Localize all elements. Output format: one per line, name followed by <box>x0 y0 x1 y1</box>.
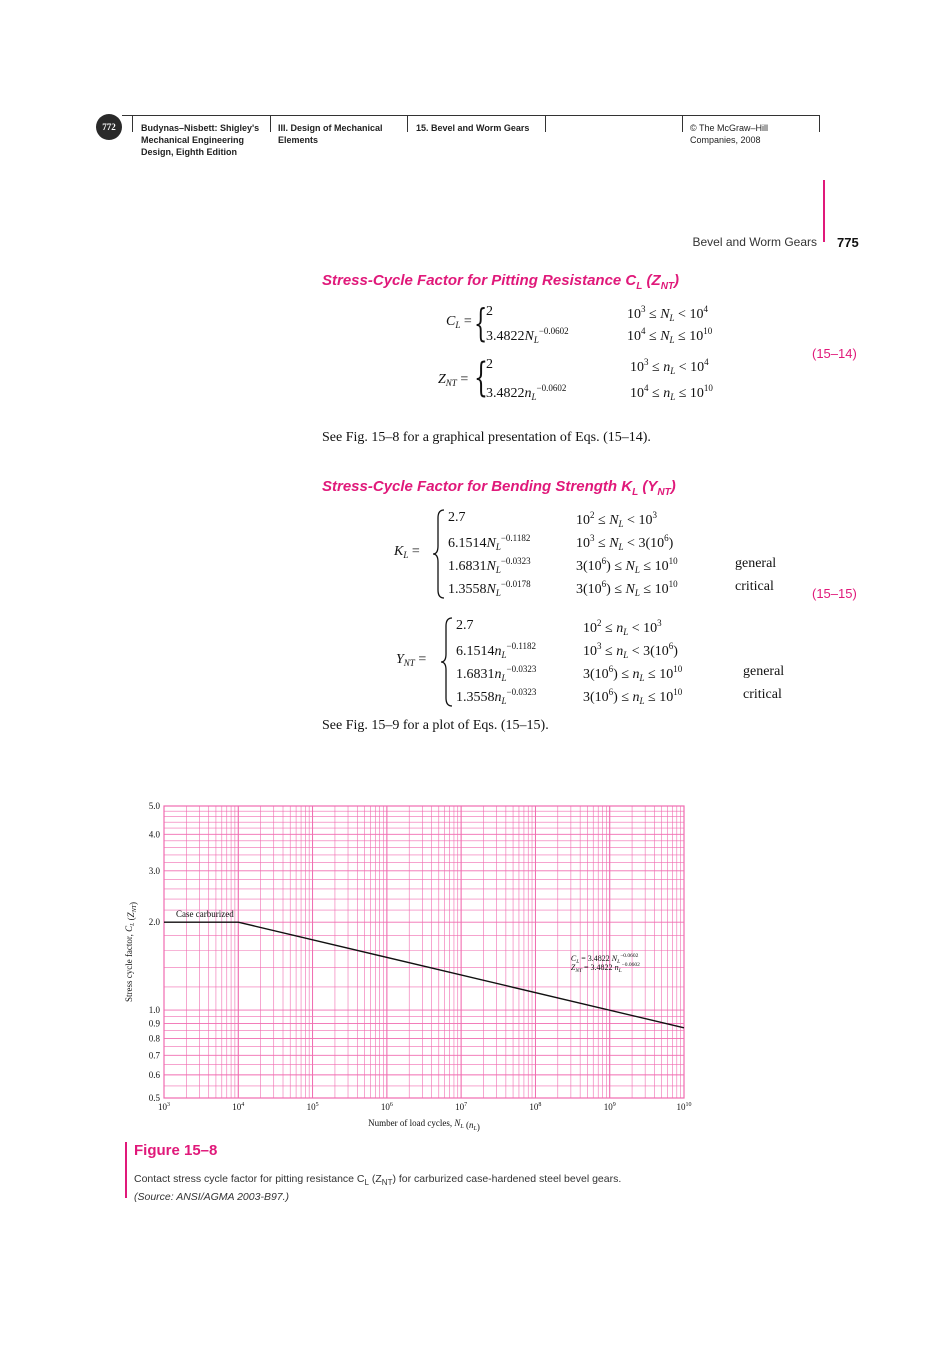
header-divider <box>682 115 683 132</box>
equation-tag: (15–14) <box>812 346 857 361</box>
header-copyright: © The McGraw–Hill Companies, 2008 <box>690 123 768 145</box>
header-divider <box>545 115 546 132</box>
plot-frame <box>164 806 684 1098</box>
x-tick-label: $10^{10}$ <box>676 1102 692 1112</box>
y-tick-label: 4.0 <box>148 829 160 840</box>
series-line <box>164 922 684 1028</box>
header-divider <box>819 115 820 132</box>
page-badge: 772 <box>96 114 122 140</box>
y-tick-label: 0.8 <box>148 1033 160 1044</box>
annotation-cl-equation: $C_L = 3.4822$ $N_L^{-0.0602}$ <box>570 953 639 966</box>
y-tick-label: 0.9 <box>148 1018 160 1029</box>
y-tick-label: 2.0 <box>148 917 160 928</box>
x-tick-label: $10^9$ <box>603 1102 616 1112</box>
figure-caption: Contact stress cycle factor for pitting resistance $C_L$ $(Z_{NT})$ for carburized case-hardened steel bevel gears. (Source: ANSI/AGMA 2003-B97.) <box>134 1173 622 1204</box>
header-chapter: 15. Bevel and Worm Gears <box>416 123 530 133</box>
running-head-title: Bevel and Worm Gears <box>692 235 817 249</box>
section-title-bending: Stress-Cycle Factor for Bending Strength $K_L$ $(Y_{NT})$ <box>322 478 676 498</box>
x-tick-label: $10^5$ <box>306 1102 319 1112</box>
header-divider <box>407 115 408 132</box>
paragraph: See Fig. 15–8 for a graphical presentation of Eqs. (15–14). <box>322 430 651 445</box>
annotation-znt-equation: $Z_{NT} = 3.4822$ $n_L^{-0.0602}$ <box>570 962 640 975</box>
annotation-case-carburized: Case carburized <box>176 909 234 920</box>
running-head-bar <box>823 180 825 242</box>
page-number: 775 <box>837 235 859 250</box>
header-divider <box>270 115 271 132</box>
header-book-title: Budynas–Nisbett: Shigley's Mechanical Engineering Design, Eighth Edition <box>141 123 260 157</box>
section-title-pitting: Stress-Cycle Factor for Pitting Resistance $C_L$ $(Z_{NT})$ <box>322 272 680 292</box>
header-divider <box>132 115 133 132</box>
left-brace <box>440 616 454 708</box>
x-axis-label: Number of load cycles, $N_L$ $(n_L)$ <box>368 1118 480 1132</box>
y-tick-label: 0.7 <box>148 1050 160 1061</box>
left-brace <box>432 508 446 600</box>
stress-cycle-chart <box>110 790 720 1140</box>
x-tick-label: $10^4$ <box>232 1102 245 1112</box>
equation-tag: (15–15) <box>812 586 857 601</box>
y-tick-label: 0.5 <box>148 1093 160 1103</box>
x-tick-label: $10^6$ <box>380 1102 393 1112</box>
x-tick-label: $10^3$ <box>158 1102 170 1112</box>
y-tick-label: 0.6 <box>148 1069 160 1080</box>
y-tick-label: 1.0 <box>148 1005 160 1016</box>
paragraph: See Fig. 15–9 for a plot of Eqs. (15–15). <box>322 718 549 733</box>
y-tick-label: 5.0 <box>148 801 160 811</box>
figure-title: Figure 15–8 <box>134 1142 218 1159</box>
figure-bar <box>125 1142 127 1198</box>
x-tick-label: $10^8$ <box>529 1102 542 1112</box>
x-tick-label: $10^7$ <box>455 1102 468 1112</box>
header-part: III. Design of Mechanical Elements <box>278 123 383 145</box>
y-tick-label: 3.0 <box>148 865 160 876</box>
y-axis-label: Stress cycle factor, $C_L$ $(Z_{NT})$ <box>124 901 138 1003</box>
header-rule <box>122 115 820 116</box>
